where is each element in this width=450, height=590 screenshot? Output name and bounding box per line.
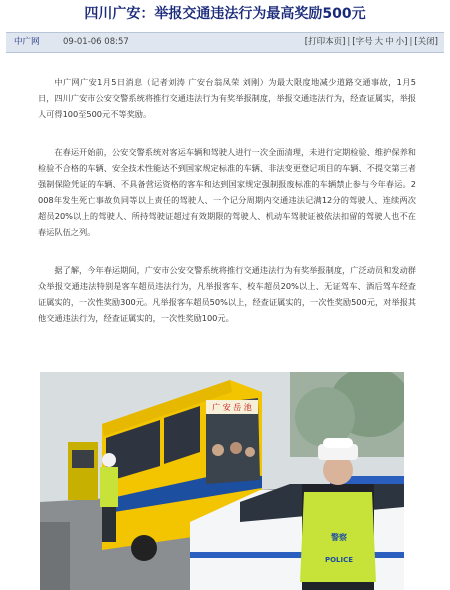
article-tools (305, 33, 438, 52)
print-page-button[interactable]: [打印本页] (304, 37, 346, 47)
separator: | (409, 37, 413, 47)
publish-datetime: 09-01-06 08:57 (63, 37, 129, 47)
article-meta-bar (6, 32, 444, 53)
police-vest-text: POLICE (324, 556, 354, 564)
font-size-small-button[interactable]: 小] (395, 37, 408, 47)
police-vest-badge: 警察 (331, 533, 347, 542)
font-size-large-button[interactable]: 大 (374, 37, 384, 47)
separator: | (347, 37, 351, 47)
font-size-medium-button[interactable]: 中 (385, 37, 394, 47)
article-paragraph: 在春运开始前，公安交警系统对客运车辆和驾驶人进行一次全面清理，未进行定期检验、维护保养和检验不合格的车辆、安全技术性能达不到国家规定标准的车辆、非法变更登记项目的车辆、不提交第三者强制保险凭证的车辆、不具备营运资格的客车和达到国家规定强制报废标准的车辆禁止参与今年春运。2008年发生死亡事故负同等以上责任的驾驶人、一个记分周期内交通违法记满12分的驾驶人、连续两次超员20%以上的驾驶人、所持驾驶证超过有效期限的驾驶人、机动车驾驶证被依法扣留的驾驶人也不在春运队伍之列。 (38, 147, 416, 237)
font-size-label: [字号 (352, 37, 373, 47)
traffic-police-bus-photo (40, 372, 404, 590)
article-paragraph: 据了解，今年春运期间，广安市公安交警系统将推行交通违法行为有奖举报制度，广泛动员和发动群众举报交通违法特别是客车超员违法行为，凡举报客车、校车超员20%以上、无证驾车、酒后驾车经查证属实的，一次性奖励300元。凡举报客车超员50%以上，经查证属实的，一次性奖励500元，对举报其他交通违法行为，经查证属实的，一次性奖励100元。 (38, 265, 416, 323)
source-link[interactable]: 中广网 (14, 37, 40, 47)
bus-destination-sign: 广 安 岳 池 (212, 403, 252, 412)
article-paragraph: 中广网广安1月5日消息（记者刘涛 广安台翁凤荣 刘刚）为最大限度地减少道路交通事故，1月5日，四川广安市公安交警系统将推行交通违法行为有奖举报制度，举报交通违法行为，经查证属实，举报人可得100至500元不等奖励。 (38, 77, 416, 119)
article-title: 四川广安：举报交通违法行为最高奖励500元 (84, 6, 366, 22)
news-photo (40, 372, 404, 590)
close-page-button[interactable]: [关闭] (414, 37, 438, 47)
